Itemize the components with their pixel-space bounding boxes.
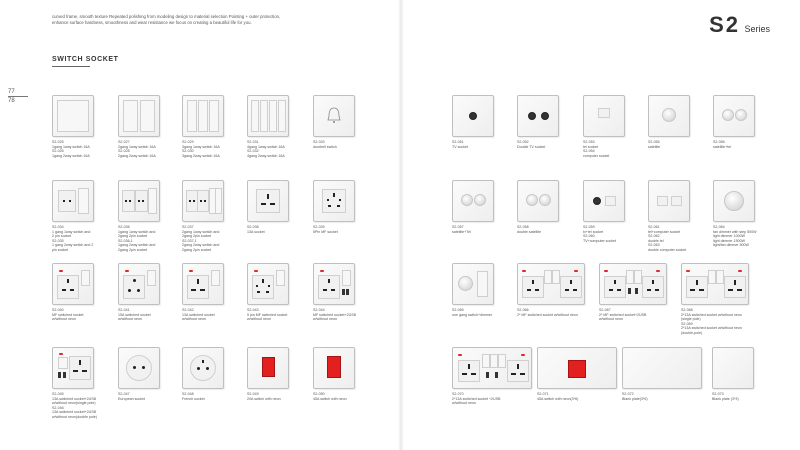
rocker — [498, 354, 506, 368]
red-rocker — [568, 360, 586, 378]
product-caption: S2-036 1gang 1way switch and 2gang 2pin socket S2-036-1 1gang 2way switch and 2gang 2pin socket — [118, 225, 156, 252]
product-caption: S2-029 3gang 1way switch 16A S2-030 3gang 2way switch 16A — [182, 140, 220, 158]
neon-indicator — [574, 270, 578, 272]
switch-plate-3gang — [182, 95, 224, 137]
product-caption: S2-049 20A switch with neon — [247, 392, 281, 401]
product-caption: S2-059 tv+tel socket S2-060 TV+computer socket — [583, 225, 617, 243]
double-switched-socket-plate — [517, 263, 585, 305]
product-caption: S2-044 MF switched socket+2USB w/without neon — [313, 308, 357, 322]
switched-socket-usb-plate — [313, 263, 355, 305]
rj-port — [657, 196, 668, 206]
outlet — [318, 275, 340, 299]
red-rocker — [262, 357, 275, 377]
usb-port — [495, 372, 498, 378]
usb-port — [635, 288, 638, 294]
doorbell-plate — [313, 95, 355, 137]
product-caption: S2-071 45A switch with neon(3*6) — [537, 392, 579, 401]
outlet — [122, 190, 135, 212]
outlet — [126, 355, 152, 381]
switch-plate-4gang — [247, 95, 289, 137]
product-caption: S2-031 4gang 1way switch 16A S2-032 4gang 2way switch 16A — [247, 140, 285, 158]
page-numbers — [8, 88, 28, 105]
switch-45a-plate — [313, 347, 355, 389]
outlet — [507, 360, 529, 382]
usb-port — [63, 372, 66, 378]
product-caption: S2-058 double satellite — [517, 225, 541, 234]
rocker — [148, 188, 157, 214]
product-caption: S2-065 one gang switch+dimmer — [452, 308, 493, 317]
rocker — [57, 100, 89, 132]
neon-indicator — [125, 270, 129, 272]
outlet — [197, 190, 209, 212]
outlet — [522, 276, 544, 298]
switched-socket-plate — [182, 263, 224, 305]
red-rocker — [327, 356, 341, 378]
neon-indicator — [686, 270, 690, 272]
product-caption: S2-051 TV socket — [452, 140, 468, 149]
section-underline — [52, 66, 90, 67]
outlet — [256, 189, 280, 213]
outlet — [322, 189, 346, 213]
rocker — [78, 188, 89, 214]
product-caption: S2-053 tel socket S2-054 computer socket — [583, 140, 610, 158]
neon-indicator — [320, 270, 324, 272]
blank-plate-wide — [622, 347, 702, 389]
double-13a-socket-plate — [681, 263, 749, 305]
series-title — [709, 12, 770, 38]
product-caption: S2-037 2gang 1way switch and 2gang 2pin socket S2-037-1 2gang 2way switch and 2gang 2pin socket — [182, 225, 220, 252]
product-caption: S2-072 Blank plate(3*6) — [622, 392, 648, 401]
outlet — [724, 276, 746, 298]
french-socket-plate — [182, 347, 224, 389]
rocker — [634, 270, 642, 284]
double-tv-plate — [517, 95, 559, 137]
satellite-plate — [648, 95, 690, 137]
tv-tel-plate — [583, 180, 625, 222]
usb-port — [628, 288, 631, 294]
rocker — [552, 270, 560, 284]
double-13a-usb-plate — [452, 347, 532, 389]
section-title: SWITCH SOCKET — [52, 56, 119, 63]
tv-port — [528, 112, 536, 120]
product-caption: S2-040 MF switched socket w/without neon — [52, 308, 84, 322]
outlet — [458, 360, 480, 382]
switched-socket-usb-plate — [52, 347, 94, 389]
rocker — [211, 270, 220, 286]
rocker — [544, 270, 552, 284]
tv-port — [541, 112, 549, 120]
outlet — [187, 275, 209, 299]
neon-indicator — [59, 353, 63, 355]
neon-indicator — [189, 270, 193, 272]
satellite-tel-plate — [713, 95, 755, 137]
outlet — [58, 190, 76, 212]
outlet — [686, 276, 708, 298]
satellite-port — [722, 109, 734, 121]
rocker — [187, 100, 197, 132]
product-caption: S2-027 2gang 1way switch 16A S2-028 2gang 2way switch 16A — [118, 140, 156, 158]
rj-port — [598, 108, 610, 118]
tv-port — [469, 112, 477, 120]
usb-port — [346, 289, 349, 295]
product-caption: S2-042 13A switched socket w/without neon — [182, 308, 215, 322]
rocker — [276, 270, 285, 286]
product-caption: S2-055 satellite — [648, 140, 661, 149]
rocker — [123, 100, 138, 132]
bell-icon — [314, 96, 354, 136]
product-caption: S2-050 45A switch with neon — [313, 392, 347, 401]
rocker — [198, 100, 208, 132]
switched-socket-plate — [118, 263, 160, 305]
neon-indicator — [522, 270, 526, 272]
neon-indicator — [604, 270, 608, 272]
neon-indicator — [521, 354, 525, 356]
socket-plate-5pin — [313, 180, 355, 222]
neon-indicator — [458, 354, 462, 356]
rocker — [626, 270, 634, 284]
rocker — [716, 270, 724, 284]
product-caption: S2-064 fan dimmer with step 500W light dimmer 1000W light dimmer 1500W light/fan dimmer 500W — [713, 225, 757, 248]
double-satellite-plate — [517, 180, 559, 222]
blank-plate-square — [712, 347, 754, 389]
tel-computer-plate — [648, 180, 690, 222]
rocker — [215, 188, 222, 214]
usb-port — [486, 372, 489, 378]
neon-indicator — [656, 270, 660, 272]
rj-port — [671, 196, 682, 206]
rj-port — [605, 196, 616, 206]
product-caption: S2-067 2* MF switched socket+2USB w/without neon — [599, 308, 647, 322]
switch-20a-plate — [247, 347, 289, 389]
rocker — [58, 357, 68, 369]
satellite-tel-plate — [452, 180, 494, 222]
product-caption: S2-061 tel+computer socket S2-062 double tel S2-063 double computer socket — [648, 225, 687, 252]
double-switched-socket-usb-plate — [599, 263, 667, 305]
outlet — [252, 275, 274, 299]
rocker — [490, 354, 498, 368]
rocker — [81, 270, 90, 286]
switched-socket-plate — [247, 263, 289, 305]
product-caption: S2-057 satellite+Tel — [452, 225, 471, 234]
rocker — [209, 100, 219, 132]
dimmer-knob — [458, 276, 473, 291]
rocker — [708, 270, 716, 284]
series-code: S2 — [709, 12, 741, 37]
product-caption: S2-066 2* MF switched socket w/without neon — [517, 308, 578, 317]
switch-plate-1gang — [52, 95, 94, 137]
satellite-port — [735, 109, 747, 121]
product-caption: S2-047 European socket — [118, 392, 145, 401]
rocker — [269, 100, 277, 132]
product-caption: S2-043 5 pin MF switched socket w/without neon — [247, 308, 288, 322]
rocker — [482, 354, 490, 368]
outlet — [123, 275, 145, 299]
switched-socket-plate — [52, 263, 94, 305]
neon-indicator — [59, 270, 63, 272]
product-caption: S2-056 satellite+tel — [713, 140, 732, 149]
page-number-right: 78 — [8, 96, 28, 105]
switch-plate-2gang — [118, 95, 160, 137]
dimmer-knob — [724, 191, 744, 211]
outlet — [560, 276, 582, 298]
rocker — [251, 100, 259, 132]
series-word: Series — [744, 24, 770, 34]
tv-port — [593, 197, 601, 205]
switch-45a-wide-plate — [537, 347, 617, 389]
product-caption: S2-034 1 gang 1way switch and 2 pin socket S2-035 1 gang 2way switch and 2 pin socket — [52, 225, 94, 252]
intro-text: curved frame, smooth texture Repeated polishing from modeling design to material selection Pointing + outer protection, enhance surface hardness, smoothness and wear resistance we focus on creating a beautiful life for you. — [52, 14, 281, 25]
switch-socket-plate — [52, 180, 94, 222]
dimmer-plate — [713, 180, 755, 222]
product-caption: S2-039 5Pin MF socket — [313, 225, 338, 234]
product-caption: S2-068 2*13A switched socket w/without neon (single pole) S2-069 2*13A switched socket w/without neon (double-pole) — [681, 308, 742, 335]
outlet — [190, 355, 216, 381]
satellite-port — [662, 108, 676, 122]
switch-socket-plate — [118, 180, 160, 222]
satellite-port — [526, 194, 538, 206]
page-number-left: 77 — [8, 89, 15, 95]
rocker — [140, 100, 155, 132]
neon-indicator — [738, 270, 742, 272]
product-caption: S2-073 Blank plate (3*3) — [712, 392, 739, 401]
rocker — [342, 270, 351, 286]
socket-plate-13a — [247, 180, 289, 222]
satellite-port — [461, 194, 473, 206]
product-caption: S2-033 doorbell switch — [313, 140, 337, 149]
usb-port — [58, 372, 61, 378]
european-socket-plate — [118, 347, 160, 389]
switch-dimmer-plate — [452, 263, 494, 305]
switch-socket-plate — [182, 180, 224, 222]
satellite-port — [539, 194, 551, 206]
usb-port — [342, 289, 345, 295]
product-caption: S2-070 2*13A switched socket +2USB w/without neon — [452, 392, 501, 406]
tel-socket-plate — [583, 95, 625, 137]
neon-indicator — [254, 270, 258, 272]
product-caption: S2-052 Double TV socket — [517, 140, 546, 149]
outlet — [604, 276, 626, 298]
product-caption: S2-025 1gang 1way switch 16A S2-026 1gang 2way switch 16A — [52, 140, 90, 158]
rocker — [477, 271, 488, 297]
rocker — [278, 100, 286, 132]
rocker — [260, 100, 268, 132]
product-caption: S2-045 13A switched socket+2USB w/without neon(single pole) S2-046 13A switched socket+2USB w/without neon(double pole) — [52, 392, 97, 419]
satellite-port — [474, 194, 486, 206]
outlet — [135, 190, 148, 212]
tv-socket-plate — [452, 95, 494, 137]
product-caption: S2-041 15A switched socket w/without neon — [118, 308, 151, 322]
outlet — [57, 275, 79, 299]
product-caption: S2-038 13A socket — [247, 225, 265, 234]
outlet — [642, 276, 664, 298]
rocker — [147, 270, 156, 286]
outlet — [69, 356, 91, 380]
product-caption: S2-048 French socket — [182, 392, 205, 401]
